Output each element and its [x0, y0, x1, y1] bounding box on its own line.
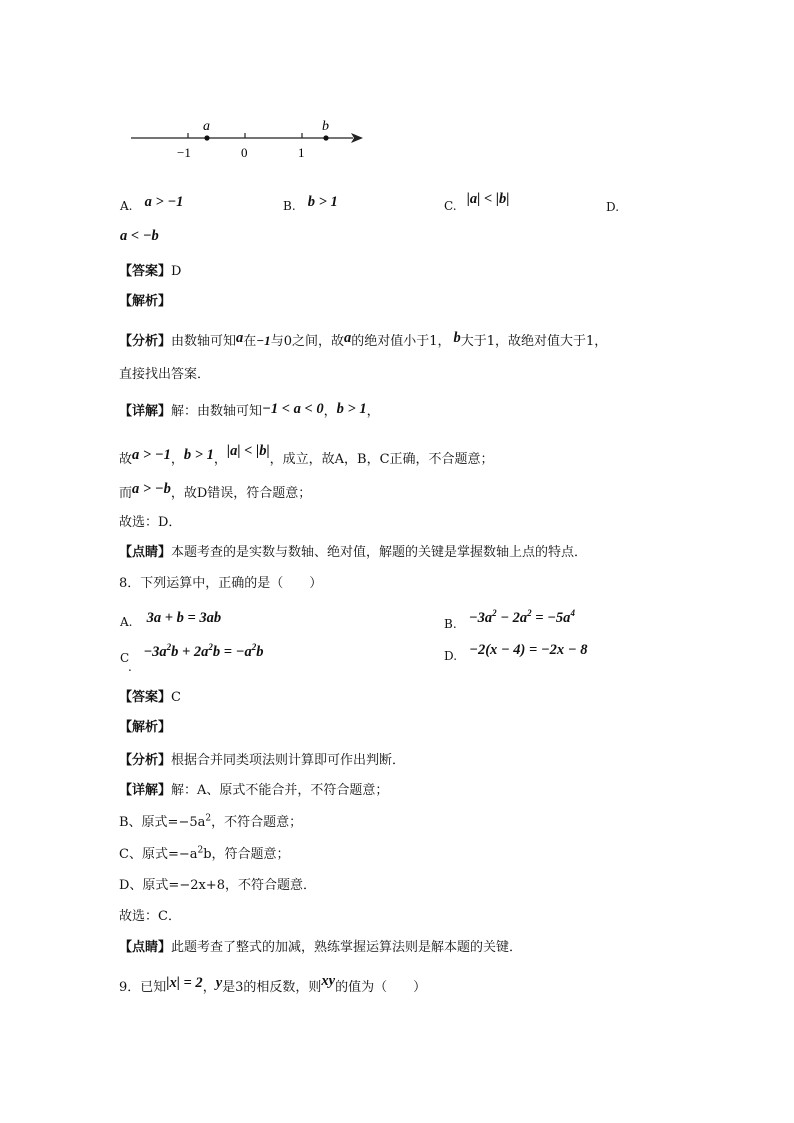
exponent: 4	[570, 608, 575, 618]
q9-stem	[119, 973, 427, 996]
option-letter: B.	[283, 199, 296, 213]
q8-option-a	[120, 610, 222, 631]
point-b-label: b	[322, 119, 329, 134]
option-letter: D.	[606, 200, 620, 214]
point-a	[204, 135, 209, 140]
option-expr	[469, 610, 575, 626]
expr-part: b + 2a	[171, 643, 209, 660]
q8-answer	[119, 686, 181, 705]
exponent: 2	[205, 813, 212, 824]
fenxi-text: 由数轴可知	[171, 334, 237, 349]
stem-var-y: y	[215, 975, 223, 991]
fenxi-text: 的绝对值小于1，	[351, 334, 451, 349]
stem-math: |x| = 2	[166, 975, 203, 991]
xiangjie-text: ，	[366, 404, 380, 419]
option-letter: D.	[444, 649, 458, 663]
line-math: a > −1	[132, 447, 171, 463]
q7-answer	[119, 260, 181, 279]
stem-text: 9．已知	[119, 980, 167, 995]
q8-line-b	[119, 811, 302, 830]
option-expr: −2(x − 4) = −2x − 8	[469, 642, 588, 658]
option-expr: a > −1	[144, 194, 184, 210]
tick-label-minus-one: −1	[177, 145, 191, 160]
option-letter: B.	[444, 616, 457, 631]
expr-part: = −5a	[531, 609, 571, 626]
point-a-label: a	[203, 119, 210, 134]
q8-option-b	[444, 608, 575, 633]
q7-xiangjie	[119, 400, 380, 420]
answer-value: D	[171, 264, 182, 279]
line-text: B、原式=−5a	[119, 815, 206, 830]
q7-option-a	[120, 194, 184, 215]
q8-option-c-dot: .	[128, 660, 132, 674]
expr-part: −3a	[468, 609, 493, 626]
answer-tag: 【答案】	[119, 264, 172, 279]
dianjing-text: 本题考查的是实数与数轴、绝对值，解题的关键是掌握数轴上点的特点．	[171, 545, 588, 560]
line-text: ，成立，故A，B，C正确，不合题意；	[269, 452, 494, 467]
q8-stem: 8．下列运算中，正确的是（ ）	[119, 576, 323, 591]
q7-dianjing	[119, 541, 587, 560]
exponent: 2	[208, 642, 213, 652]
line-text: C、原式=−a	[119, 847, 198, 862]
tick-label-one: 1	[298, 145, 305, 160]
option-letter: A.	[120, 199, 133, 213]
fenxi-text: 大于1，故绝对值大于1，	[460, 334, 608, 349]
xiangjie-tag: 【详解】	[119, 404, 172, 419]
q7-line3	[119, 443, 494, 468]
exponent: 2	[197, 845, 204, 856]
dianjing-tag: 【点睛】	[119, 940, 172, 955]
xiangjie-tag: 【详解】	[119, 783, 172, 798]
xiangjie-text: 解：A、原式不能合并，不符合题意；	[171, 783, 389, 798]
dianjing-tag: 【点睛】	[119, 545, 172, 560]
q8-line-c	[119, 843, 290, 862]
answer-value: C	[171, 690, 181, 705]
q7-option-c	[444, 191, 510, 215]
xiangjie-math: b > 1	[336, 401, 367, 417]
expr-part: −3a	[143, 643, 167, 660]
expr-part: b	[256, 643, 264, 660]
q7-option-d-letter	[606, 200, 619, 215]
stem-text: ，	[202, 980, 216, 995]
line-math: b > 1	[183, 447, 214, 463]
line-text: 而	[119, 486, 133, 501]
q7-fenxi	[119, 330, 607, 350]
fenxi-text: 在	[243, 334, 257, 349]
line-text: b，符合题意；	[203, 847, 290, 862]
xiangjie-text: 解：由数轴可知	[171, 404, 263, 419]
option-letter: C.	[444, 199, 457, 213]
expr-part: b = −a	[212, 643, 252, 660]
line-text: 故	[119, 452, 133, 467]
fenxi-var-a: a	[236, 330, 244, 346]
line-text: ，	[213, 452, 227, 467]
number-line-figure	[125, 115, 375, 165]
option-expr: a < −b	[120, 228, 159, 244]
exponent: 2	[251, 642, 257, 652]
option-expr: b > 1	[307, 194, 338, 210]
q8-dianjing	[119, 936, 522, 955]
q7-line4	[119, 482, 311, 502]
answer-tag: 【答案】	[119, 690, 172, 705]
q8-line-d: D、原式=−2x+8，不符合题意．	[119, 878, 316, 893]
exponent: 2	[527, 608, 532, 618]
q8-option-c	[120, 642, 264, 667]
exponent: 2	[166, 642, 172, 652]
xiangjie-math: −1 < a < 0	[262, 401, 324, 417]
option-expr: 3a + b = 3ab	[146, 610, 222, 626]
fenxi-tag: 【分析】	[119, 753, 172, 768]
expr-part: − 2a	[496, 609, 528, 626]
q8-analysis-label: 【解析】	[119, 720, 172, 735]
line-math: |a| < |b|	[226, 443, 270, 459]
tick-label-zero: 0	[241, 145, 248, 160]
line-text: ，故D错误，符合题意；	[170, 486, 312, 501]
fenxi-var-b: b	[453, 330, 461, 346]
stem-text: 的值为（ ）	[335, 980, 427, 995]
option-letter: C	[120, 650, 130, 665]
q8-choose: 故选：C．	[119, 909, 181, 924]
stem-text: 是3的相反数，则	[222, 980, 322, 995]
line-math: a > −b	[132, 481, 171, 497]
fenxi-var-a: a	[343, 330, 352, 346]
exponent: 2	[492, 608, 497, 618]
q7-option-b	[283, 194, 338, 215]
option-expr: |a| < |b|	[466, 191, 510, 207]
q8-fenxi	[119, 749, 405, 768]
q7-fenxi-line2: 直接找出答案．	[119, 367, 211, 382]
option-expr	[143, 644, 263, 660]
xiangjie-text: ，	[323, 404, 337, 419]
q8-option-d	[444, 642, 588, 665]
stem-var-xy: xy	[321, 973, 336, 989]
fenxi-text: 根据合并同类项法则计算即可作出判断．	[171, 753, 406, 768]
dianjing-text: 此题考查了整式的加减，熟练掌握运算法则是解本题的关键．	[171, 940, 523, 955]
line-text: ，	[170, 452, 184, 467]
q7-analysis-label: 【解析】	[119, 294, 172, 309]
fenxi-tag: 【分析】	[119, 334, 172, 349]
q7-choose: 故选：D．	[119, 515, 182, 530]
fenxi-text: 与0之间，故	[270, 334, 344, 349]
q8-xiangjie	[119, 779, 388, 798]
point-b	[323, 135, 328, 140]
option-letter: A.	[120, 615, 133, 629]
q7-option-d-expr	[120, 228, 159, 245]
line-text: ，不符合题意；	[211, 815, 303, 830]
fenxi-math: −1	[256, 333, 271, 348]
